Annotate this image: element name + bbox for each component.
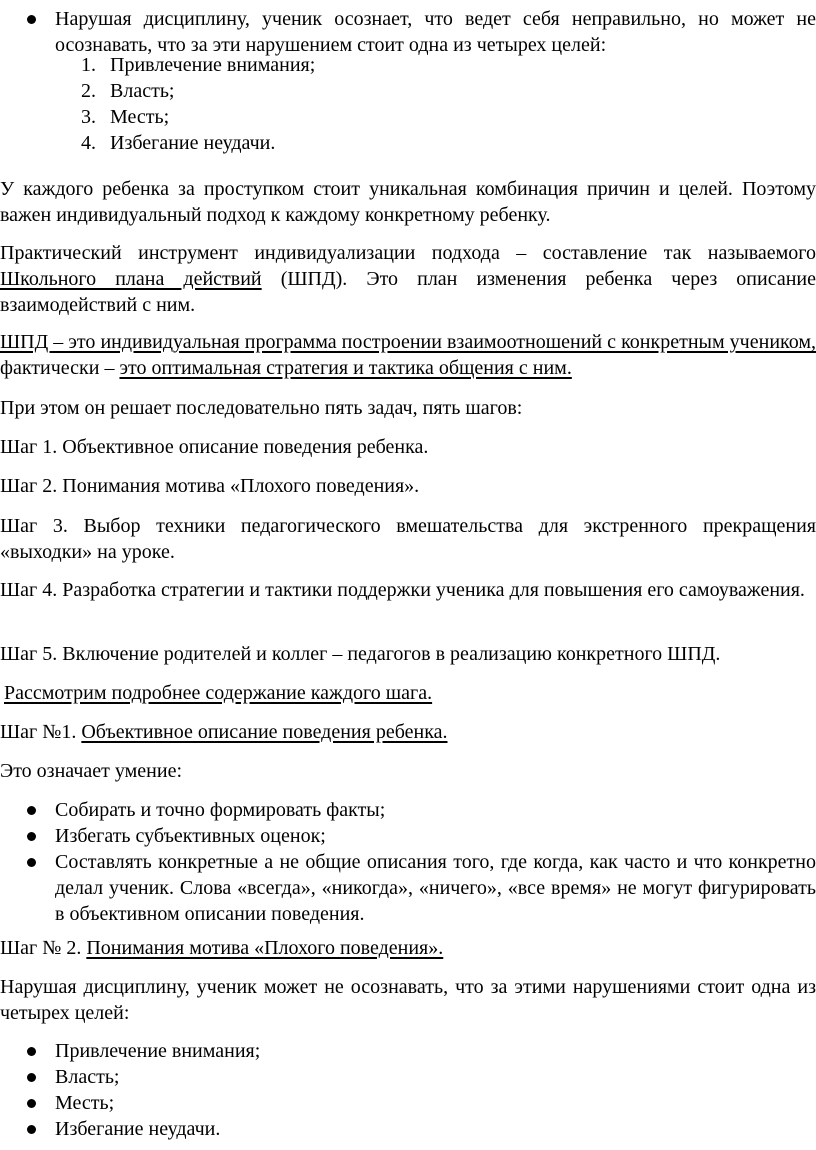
bullet-text: Избегать субъективных оценок; <box>55 825 326 847</box>
underlined-term: Школьного плана действий <box>0 268 262 290</box>
list-number: 1. <box>81 54 96 76</box>
bullet-icon <box>27 858 36 867</box>
list-text: Избегание неудачи. <box>110 132 276 154</box>
list-text: Привлечение внимания; <box>110 54 316 76</box>
step-line: Шаг 2. Понимания мотива «Плохого поведения». <box>0 475 420 497</box>
bullet-text: Нарушая дисциплину, ученик осознает, что ведет себя неправильно, но может не осознавать, что за эти нарушением стоит одна из четырех целей: <box>55 8 816 56</box>
underlined-text: ШПД – это индивидуальная программа построении взаимоотношений с конкретным учеником, <box>0 331 816 353</box>
bullet-text: Привлечение внимания; <box>55 1040 261 1062</box>
bullet-icon <box>27 15 36 24</box>
bullet-icon <box>27 1047 36 1056</box>
step-heading <box>0 935 816 961</box>
paragraph: У каждого ребенка за проступком стоит уникальная комбинация причин и целей. Поэтому важен индивидуальный подход к каждому конкретному ребенку. <box>0 178 816 226</box>
paragraph <box>0 329 816 381</box>
paragraph: При этом он решает последовательно пять задач, пять шагов: <box>0 397 523 419</box>
bullet-text: Составлять конкретные а не общие описания того, где когда, как часто и что конкретно делал ученик. Слова «всегда», «никогда», «ничего», «все время» не могут фигурировать в объективном описании поведения. <box>55 851 816 925</box>
step-line: Шаг 5. Включение родителей и коллег – педагогов в реализацию конкретного ШПД. <box>0 643 721 665</box>
list-text: Власть; <box>110 80 175 102</box>
step-line: Шаг 4. Разработка стратегии и тактики поддержки ученика для повышения его самоуважения. <box>0 579 805 601</box>
paragraph <box>0 240 816 318</box>
step-heading <box>0 719 816 745</box>
underlined-text: Рассмотрим подробнее содержание каждого шага. <box>4 682 433 704</box>
step-line: Шаг 3. Выбор техники педагогического вмешательства для экстренного прекращения «выходки» на уроке. <box>0 515 816 563</box>
bullet-icon <box>27 806 36 815</box>
step-prefix: Шаг № 2. <box>0 937 87 959</box>
section-heading <box>4 680 816 706</box>
bullet-text: Избегание неудачи. <box>55 1118 221 1140</box>
bullet-text: Власть; <box>55 1066 120 1088</box>
step-prefix: Шаг №1. <box>0 721 82 743</box>
paragraph: Нарушая дисциплину, ученик может не осознавать, что за этими нарушениями стоит одна из четырех целей: <box>0 976 816 1024</box>
step-title: Объективное описание поведения ребенка. <box>81 721 448 743</box>
bullet-text: Месть; <box>55 1092 115 1114</box>
paragraph-text: (ШПД). Это план изменения ребенка через описание взаимодействий с ним. <box>0 268 816 316</box>
list-number: 3. <box>81 106 96 128</box>
list-text: Месть; <box>110 106 170 128</box>
step-title: Понимания мотива «Плохого поведения». <box>86 937 444 959</box>
list-number: 2. <box>81 80 96 102</box>
paragraph-text: фактически – <box>0 357 120 379</box>
paragraph: Это означает умение: <box>0 760 183 782</box>
bullet-icon <box>27 1073 36 1082</box>
bullet-icon <box>27 1125 36 1134</box>
bullet-text: Собирать и точно формировать факты; <box>55 799 386 821</box>
underlined-text: это оптимальная стратегия и тактика общения с ним. <box>119 357 572 379</box>
step-line: Шаг 1. Объективное описание поведения ребенка. <box>0 436 429 458</box>
paragraph-text: Практический инструмент индивидуализации подхода – составление так называемого <box>0 242 816 264</box>
list-number: 4. <box>81 132 96 154</box>
bullet-icon <box>27 832 36 841</box>
bullet-icon <box>27 1099 36 1108</box>
